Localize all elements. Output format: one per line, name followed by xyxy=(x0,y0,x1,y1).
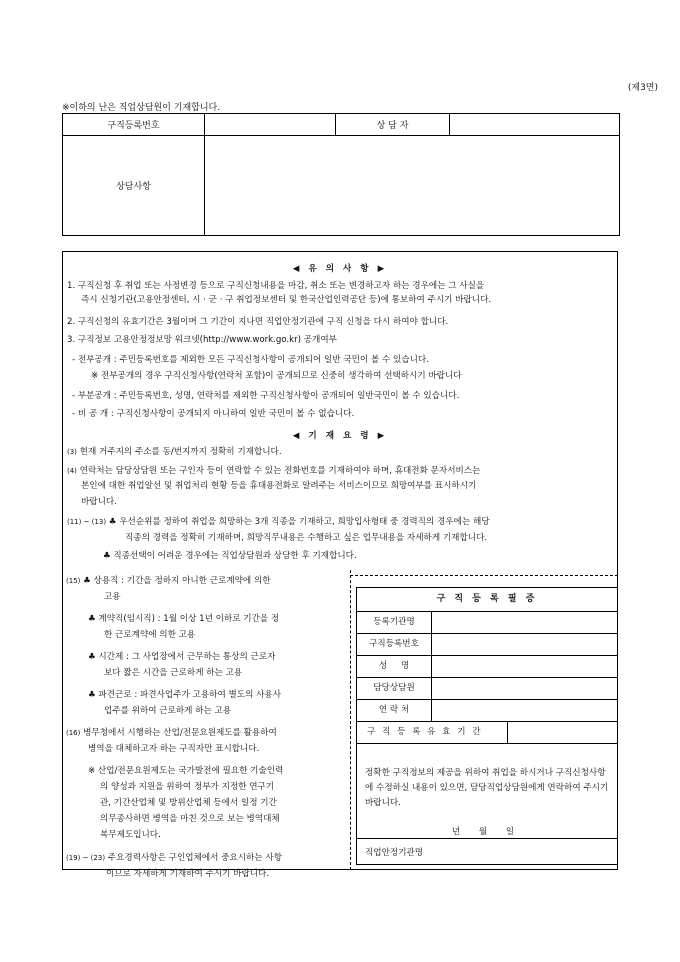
instruction-text: ♣ 우선순위를 정하여 취업을 희망하는 3개 직종을 기재하고, 희망입사형태 중 경력직의 경우에는 해당 xyxy=(108,517,490,527)
notice-box xyxy=(62,251,618,879)
reg-no-label: 구직등록번호 xyxy=(63,114,205,136)
instruction-text: 직종의 경력을 정확히 기재하며, 희망직무내용은 수행하고 싶은 업무내용을 자세하게 기재합니다. xyxy=(125,533,488,543)
instruction-text: ♣ 파견근로 : 파견사업주가 고용하여 별도의 사용사 xyxy=(88,690,282,700)
item-number: (15) xyxy=(66,577,81,585)
counselor-field[interactable] xyxy=(450,114,620,136)
notice-line: 즉시 신청기관(고용안정센터, 시 · 군 · 구 취업정보센터 및 한국산업인력공단 등)에 통보하여 주시기 바랍니다. xyxy=(81,295,492,305)
notice-line: ※ 전부공개의 경우 구직신청사항(연락처 포함)이 공개되므로 신중히 생각하여 선택하시기 바랍니다 xyxy=(91,371,462,381)
validity-label: 구 직 등 록 유 효 기 간 xyxy=(367,727,483,737)
notice-line: 2. 구직신청의 유효기간은 3월이며 그 기간이 지나면 직업안정기관에 구직 신청을 다시 하여야 합니다. xyxy=(67,317,449,327)
instruction-text: ♣ 계약직(임시직) : 1월 이상 1년 이하로 기간을 정 xyxy=(88,614,280,624)
card-validity-period[interactable] xyxy=(357,721,617,744)
instruction-text: 현재 거주지의 주소를 동/번지까지 정확히 기재합니다. xyxy=(79,447,282,457)
page-number: (제3면) xyxy=(627,83,658,93)
counsel-label: 상담사항 xyxy=(63,136,205,236)
validity-divider xyxy=(507,721,508,744)
instruction-text: 주요경력사항은 구인업체에서 중요시하는 사항 xyxy=(107,853,283,863)
instruction-19-23 xyxy=(66,850,282,866)
notice-line: 3. 구직정보 고용안정정보망 워크넷(http://www.work.go.kr) 공개여부 xyxy=(67,335,337,345)
certificate-title: 구 직 등 록 필 증 xyxy=(357,588,617,612)
cut-line-vertical xyxy=(350,570,351,870)
instruction-text: 이므로 자세하게 기재하여 주시기 바랍니다. xyxy=(106,869,270,879)
instruction-text: 의 양성과 지원을 위하여 정부가 지정한 연구기 xyxy=(100,782,275,792)
instruction-4 xyxy=(67,465,480,477)
instruction-text: 복무제도입니다. xyxy=(100,830,161,840)
certificate-divider xyxy=(357,838,617,839)
instruction-text: 병역을 대체하고자 하는 구직자만 표시합니다. xyxy=(88,744,260,754)
certificate-date: 년 월 일 xyxy=(451,827,523,837)
cut-line-horizontal xyxy=(350,575,618,576)
notice-line: - 비 공 개 : 구직신청사항이 공개되지 아니하여 일반 국민이 볼 수 없습니다. xyxy=(72,409,355,419)
instructions-title: ◀ 기 재 요 령 ▶ xyxy=(292,431,388,441)
instruction-text: ♣ 직종선택이 어려운 경우에는 직업상담원과 상담한 후 기재합니다. xyxy=(103,551,357,561)
instruction-text: ♣ 시간제 : 그 사업장에서 근무하는 통상의 근로자 xyxy=(88,652,276,662)
card-row-label: 담당상담원 xyxy=(357,677,432,699)
instruction-text: 바랍니다. xyxy=(81,497,117,507)
instruction-text: 한 근로계약에 의한 고용 xyxy=(104,630,196,640)
instruction-text: 고용 xyxy=(104,592,121,602)
notice-line: 1. 구직신청 후 취업 또는 사정변경 등으로 구직신청내용을 마감, 취소 또는 변경하고자 하는 경우에는 그 사실을 xyxy=(67,281,485,291)
card-row-label: 연 락 처 xyxy=(357,699,432,721)
item-number: (4) xyxy=(67,467,77,475)
card-row-label: 구직등록번호 xyxy=(357,633,432,655)
item-number: (16) xyxy=(66,729,81,737)
issuing-agency: 직업안정기관명 xyxy=(365,848,424,858)
counsel-table xyxy=(62,113,620,236)
instruction-text: 본인에 대한 취업알선 및 취업처리 현황 등을 휴대용전화로 알려주는 서비스이므로 희망여부를 표시하시기 xyxy=(81,481,477,491)
notice-line: - 전부공개 : 주민등록번호를 제외한 모든 구직신청사항이 공개되어 일반 국민이 볼 수 있습니다. xyxy=(72,355,429,365)
reg-no-field[interactable] xyxy=(205,114,336,136)
notice-line: - 부분공개 : 주민등록번호, 성명, 연락처를 제외한 구직신청사항이 공개되어 일반국민이 볼 수 있습니다. xyxy=(72,391,460,401)
notices-title: ◀ 유 의 사 항 ▶ xyxy=(292,264,388,274)
instruction-text: ♣ 상용직 : 기간을 정하지 아니한 근로계약에 의한 xyxy=(83,576,271,586)
instruction-3 xyxy=(67,446,282,458)
instruction-15 xyxy=(66,573,271,589)
instruction-text: 병무청에서 시행하는 산업/전문요원제도를 활용하여 xyxy=(83,728,277,738)
card-row-reg-no[interactable] xyxy=(357,633,617,656)
instruction-text: 보다 짧은 시간을 근로하게 하는 고용 xyxy=(104,668,243,678)
card-row-label: 등록기관명 xyxy=(357,611,432,633)
instruction-text: 연락처는 담당상담원 또는 구인자 등이 연락할 수 있는 전화번호를 기재하여야 하며, 휴대전화 문자서비스는 xyxy=(79,466,481,476)
card-row-name[interactable] xyxy=(357,655,617,678)
counsel-field[interactable] xyxy=(205,136,620,236)
certificate-message: 정확한 구직정보의 제공을 위하여 취업을 하시거나 구직신청사항에 수정하실 내용이 있으면, 담당직업상담원에게 연락하여 주시기 바랍니다. xyxy=(365,768,609,808)
card-row-label: 성 명 xyxy=(357,655,432,677)
instruction-text: 관, 기간산업체 및 방위산업체 등에서 일정 기간 xyxy=(100,798,277,808)
counselor-label: 상 담 자 xyxy=(336,114,450,136)
item-number: (11) ~ (13) xyxy=(67,518,107,526)
instruction-11-13 xyxy=(67,516,490,528)
card-row-counselor[interactable] xyxy=(357,677,617,700)
staff-only-note: ※이하의 난은 직업상담원이 기재합니다. xyxy=(62,103,221,113)
registration-certificate xyxy=(356,587,618,865)
item-number: (19) ~ (23) xyxy=(66,854,106,862)
instruction-text: 업주를 위하여 근로하게 하는 고용 xyxy=(104,706,232,716)
card-row-contact[interactable] xyxy=(357,699,617,722)
instruction-text: 의무종사하면 병역을 마친 것으로 보는 병역대체 xyxy=(100,814,280,824)
instruction-text: ※ 산업/전문요원제도는 국가발전에 필요한 기술인력 xyxy=(88,766,284,776)
item-number: (3) xyxy=(67,448,77,456)
card-row-agency[interactable] xyxy=(357,611,617,634)
instruction-16 xyxy=(66,725,277,741)
